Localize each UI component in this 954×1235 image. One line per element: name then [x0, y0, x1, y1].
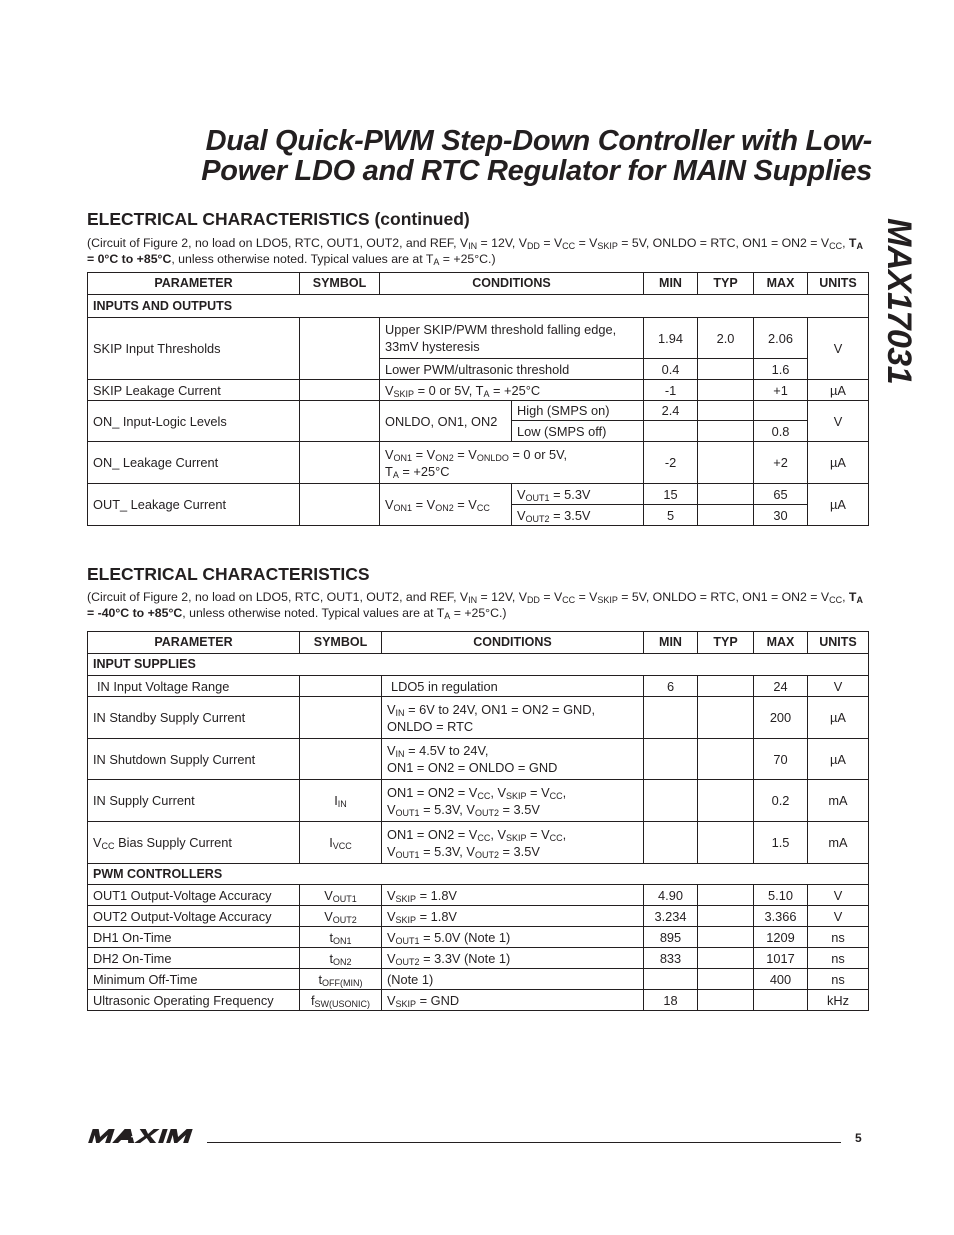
symbol-cell: $V_{OUT2}$ [300, 906, 382, 927]
col-max: MAX [754, 632, 808, 654]
min-cell: 18 [644, 990, 698, 1011]
max-cell: 200 [754, 697, 808, 739]
typ-cell [698, 990, 754, 1011]
symbol-cell: $t_{ON2}$ [300, 948, 382, 969]
typ-cell [698, 401, 754, 421]
param-cell: IN Supply Current [88, 780, 300, 822]
col-units: UNITS [808, 273, 869, 295]
group-row [88, 654, 869, 676]
param-text: Bias Supply Current [114, 835, 232, 850]
param-cell: OUT1 Output-Voltage Accuracy [88, 885, 300, 906]
condition-cell: $V_{ON1} = V_{ON2} = V_{ONLDO} = 0$ or 5V, $T_A = +25^\circ C$ [380, 442, 644, 484]
typ-cell [698, 822, 754, 864]
min-cell [644, 697, 698, 739]
min-cell: 0.4 [644, 359, 698, 380]
max-cell: 70 [754, 739, 808, 780]
max-cell: 1.6 [754, 359, 808, 380]
subcondition-cell: $V_{OUT1} = 5.3V$ [512, 484, 644, 505]
symbol-cell: $f_{SW(USONIC)}$ [300, 990, 382, 1011]
col-conditions: CONDITIONS [380, 273, 644, 295]
typ-cell [698, 421, 754, 442]
title-line-1: Dual Quick-PWM Step-Down Controller with Low- [205, 125, 872, 157]
typ-cell [698, 484, 754, 505]
param-cell: DH2 On-Time [88, 948, 300, 969]
col-units: UNITS [808, 632, 869, 654]
units-cell: ns [808, 927, 869, 948]
condition-cell: ONLDO, ON1, ON2 [380, 401, 512, 442]
min-cell [644, 421, 698, 442]
max-cell: 2.06 [754, 318, 808, 359]
typ-cell [698, 780, 754, 822]
table-row [88, 739, 869, 780]
col-symbol: SYMBOL [300, 632, 382, 654]
title-line-2: Power LDO and RTC Regulator for MAIN Supplies [201, 155, 872, 187]
table-header-row [88, 632, 869, 654]
max-cell: 1209 [754, 927, 808, 948]
typ-cell [698, 906, 754, 927]
symbol-cell [300, 739, 382, 780]
group-label: INPUTS AND OUTPUTS [88, 295, 869, 318]
max-cell: 400 [754, 969, 808, 990]
section-heading: ELECTRICAL CHARACTERISTICS [87, 564, 370, 584]
max-cell: 1017 [754, 948, 808, 969]
symbol-cell: $t_{ON1}$ [300, 927, 382, 948]
param-cell: $V_{CC}$ Bias Supply Current [88, 822, 300, 864]
symbol-cell: $t_{OFF(MIN)}$ [300, 969, 382, 990]
table-row [88, 906, 869, 927]
max-cell: +1 [754, 380, 808, 401]
table-row [88, 822, 869, 864]
param-cell: OUT_ Leakage Current [88, 484, 300, 526]
condition-cell: LDO5 in regulation [382, 676, 644, 697]
max-cell: 30 [754, 505, 808, 526]
condition-cell: $V_{SKIP} = 1.8V$ [382, 906, 644, 927]
min-cell: 2.4 [644, 401, 698, 421]
units-cell: mA [808, 822, 869, 864]
typ-cell [698, 948, 754, 969]
table-row [88, 969, 869, 990]
section-note-continued: (Circuit of Figure 2, no load on LDO5, RTC, OUT1, OUT2, and REF, $V_{IN} = 12V$, $V_{DD} = V_{CC} = V_{SKIP} = 5V$, ONLDO = RTC, $ON1 = ON2 = V_{CC}$, $T_A = 0^\circ C$ to +85°C, unless otherwise noted. Typical values are at $T_A = +25^\circ C$.) [87, 236, 863, 267]
units-cell: V [808, 906, 869, 927]
param-cell: IN Standby Supply Current [88, 697, 300, 739]
condition-cell: $V_{IN} = 4.5V$ to 24V, ON1 = ON2 = ONLDO = GND [382, 739, 644, 780]
condition-cell: $V_{ON1} = V_{ON2} = V_{CC}$ [380, 484, 512, 526]
param-cell: OUT2 Output-Voltage Accuracy [88, 906, 300, 927]
typ-cell [698, 505, 754, 526]
document-title [112, 126, 872, 186]
footer-rule [207, 1142, 841, 1143]
subcondition-cell: Low (SMPS off) [512, 421, 644, 442]
table-row [88, 484, 869, 505]
min-cell: 5 [644, 505, 698, 526]
units-cell: ns [808, 948, 869, 969]
units-cell: mA [808, 780, 869, 822]
table-row [88, 780, 869, 822]
typ-cell [698, 359, 754, 380]
col-min: MIN [644, 273, 698, 295]
table-row [88, 318, 869, 359]
typ-cell [698, 739, 754, 780]
condition-cell: $V_{SKIP} = 0$ or 5V, $T_A = +25^\circ C$ [380, 380, 644, 401]
group-label: INPUT SUPPLIES [88, 654, 869, 676]
units-cell: V [808, 885, 869, 906]
max-cell: 3.366 [754, 906, 808, 927]
max-cell: 5.10 [754, 885, 808, 906]
condition-cell: (Note 1) [382, 969, 644, 990]
param-cell: IN Input Voltage Range [88, 676, 300, 697]
symbol-cell [300, 401, 380, 442]
units-cell: kHz [808, 990, 869, 1011]
symbol-cell: $I_{VCC}$ [300, 822, 382, 864]
section-note: (Circuit of Figure 2, no load on LDO5, RTC, OUT1, OUT2, and REF, $V_{IN} = 12V$, $V_{DD} = V_{CC} = V_{SKIP} = 5V$, ONLDO = RTC, $ON1 = ON2 = V_{CC}$, $T_A = -40^\circ C$ to +85°C, unless otherwise noted. Typical values are at $T_A = +25^\circ C$.) [87, 590, 863, 621]
param-cell: ON_ Input-Logic Levels [88, 401, 300, 442]
table-row [88, 948, 869, 969]
min-cell: -2 [644, 442, 698, 484]
param-cell: DH1 On-Time [88, 927, 300, 948]
col-symbol: SYMBOL [300, 273, 380, 295]
typ-cell: 2.0 [698, 318, 754, 359]
table-row [88, 990, 869, 1011]
condition-cell: $V_{OUT2} = 3.3V$ (Note 1) [382, 948, 644, 969]
symbol-cell [300, 318, 380, 380]
condition-cell: Lower PWM/ultrasonic threshold [380, 359, 644, 380]
min-cell: 4.90 [644, 885, 698, 906]
condition-cell: $ON1 = ON2 = V_{CC}$, $V_{SKIP} = V_{CC}$, $V_{OUT1} = 5.3V$, $V_{OUT2} = 3.5V$ [382, 780, 644, 822]
max-cell: 1.5 [754, 822, 808, 864]
condition-cell: Upper SKIP/PWM threshold falling edge, 33mV hysteresis [380, 318, 644, 359]
col-min: MIN [644, 632, 698, 654]
typ-cell [698, 927, 754, 948]
symbol-cell [300, 442, 380, 484]
max-cell: 0.2 [754, 780, 808, 822]
subcondition-cell: $V_{OUT2} = 3.5V$ [512, 505, 644, 526]
max-cell: 0.8 [754, 421, 808, 442]
min-cell: 895 [644, 927, 698, 948]
max-cell: 65 [754, 484, 808, 505]
group-row [88, 864, 869, 885]
min-cell: 6 [644, 676, 698, 697]
min-cell: -1 [644, 380, 698, 401]
table-row [88, 676, 869, 697]
min-cell: 1.94 [644, 318, 698, 359]
section-heading-continued: ELECTRICAL CHARACTERISTICS (continued) [87, 209, 470, 229]
units-cell: µA [808, 442, 869, 484]
min-cell [644, 780, 698, 822]
units-cell: ns [808, 969, 869, 990]
symbol-cell [300, 676, 382, 697]
units-cell: µA [808, 380, 869, 401]
param-cell: Ultrasonic Operating Frequency [88, 990, 300, 1011]
param-cell: SKIP Leakage Current [88, 380, 300, 401]
symbol-cell: $V_{OUT1}$ [300, 885, 382, 906]
col-max: MAX [754, 273, 808, 295]
units-cell: µA [808, 697, 869, 739]
min-cell [644, 969, 698, 990]
typ-cell [698, 676, 754, 697]
table-row [88, 927, 869, 948]
typ-cell [698, 885, 754, 906]
max-cell [754, 401, 808, 421]
condition-cell: $V_{SKIP} = 1.8V$ [382, 885, 644, 906]
symbol-cell [300, 697, 382, 739]
typ-cell [698, 442, 754, 484]
units-cell: µA [808, 484, 869, 526]
maxim-logo-graphic [87, 1128, 199, 1144]
group-label: PWM CONTROLLERS [88, 864, 869, 885]
symbol-cell [300, 484, 380, 526]
symbol-cell [300, 380, 380, 401]
page-number: 5 [855, 1131, 862, 1145]
col-parameter: PARAMETER [88, 273, 300, 295]
maxim-logo [87, 1128, 199, 1149]
symbol-cell: $I_{IN}$ [300, 780, 382, 822]
units-cell: µA [808, 739, 869, 780]
typ-cell [698, 969, 754, 990]
condition-line: ONLDO = RTC [387, 718, 474, 734]
table-row [88, 380, 869, 401]
param-cell: Minimum Off-Time [88, 969, 300, 990]
table-row [88, 697, 869, 739]
condition-cell: $V_{OUT1} = 5.0V$ (Note 1) [382, 927, 644, 948]
min-cell: 833 [644, 948, 698, 969]
subcondition-cell: High (SMPS on) [512, 401, 644, 421]
table-row [88, 401, 869, 421]
condition-cell: $V_{SKIP}$ = GND [382, 990, 644, 1011]
min-cell [644, 822, 698, 864]
typ-cell [698, 697, 754, 739]
param-cell: SKIP Input Thresholds [88, 318, 300, 380]
min-cell [644, 739, 698, 780]
max-cell: +2 [754, 442, 808, 484]
table-header-row [88, 273, 869, 295]
col-conditions: CONDITIONS [382, 632, 644, 654]
units-cell: V [808, 676, 869, 697]
condition-cell: $ON1 = ON2 = V_{CC}$, $V_{SKIP} = V_{CC}$, $V_{OUT1} = 5.3V$, $V_{OUT2} = 3.5V$ [382, 822, 644, 864]
table-row [88, 885, 869, 906]
table-row [88, 442, 869, 484]
col-typ: TYP [698, 273, 754, 295]
min-cell: 15 [644, 484, 698, 505]
condition-line: ON1 = ON2 = ONLDO = GND [387, 760, 558, 775]
units-cell: V [808, 401, 869, 442]
group-row [88, 295, 869, 318]
units-cell: V [808, 318, 869, 380]
max-cell: 24 [754, 676, 808, 697]
param-cell: ON_ Leakage Current [88, 442, 300, 484]
typ-cell [698, 380, 754, 401]
min-cell: 3.234 [644, 906, 698, 927]
side-part-number-text: MAX17031 [880, 218, 918, 385]
side-part-number [882, 218, 922, 418]
col-parameter: PARAMETER [88, 632, 300, 654]
condition-cell: $V_{IN} = 6V$ to 24V, ON1 = ON2 = GND, ONLDO = RTC [382, 697, 644, 739]
param-cell: IN Shutdown Supply Current [88, 739, 300, 780]
max-cell [754, 990, 808, 1011]
ec-table-continued [87, 272, 869, 526]
col-typ: TYP [698, 632, 754, 654]
ec-table [87, 631, 869, 1011]
